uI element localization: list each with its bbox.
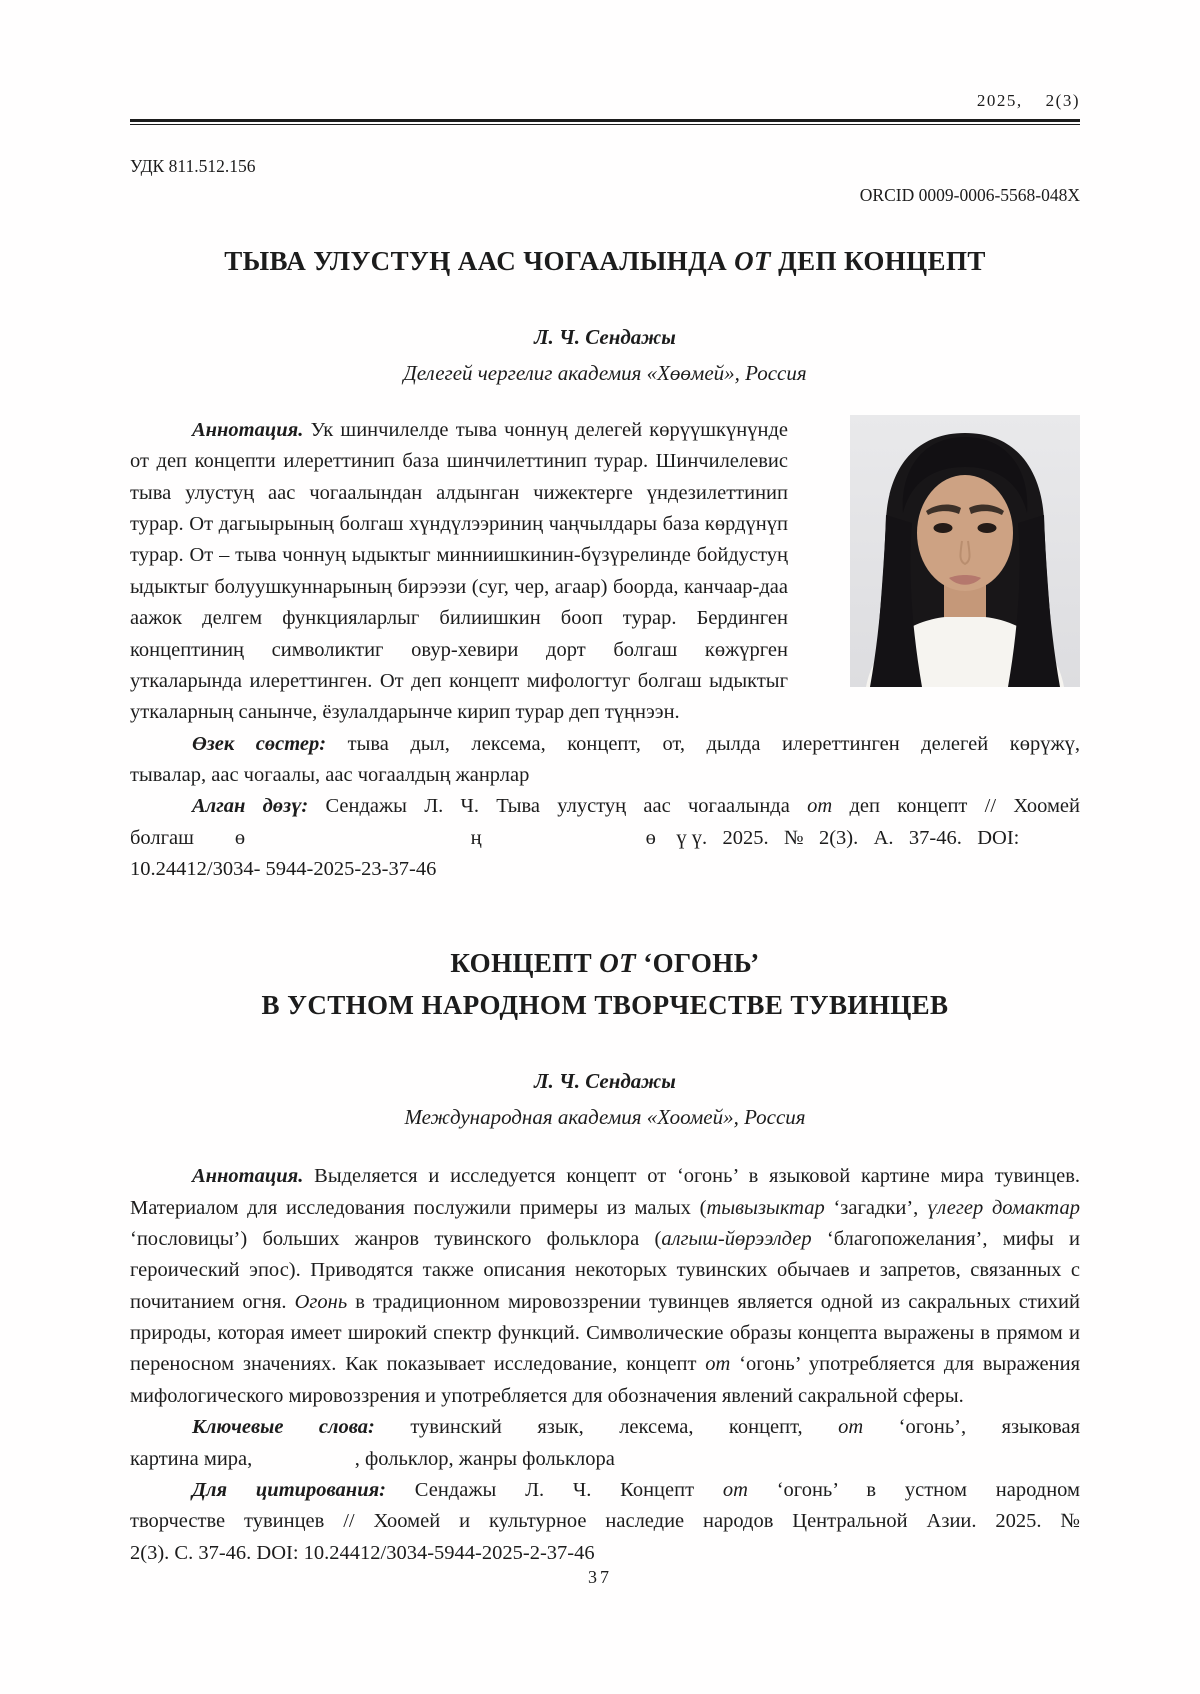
affiliation-tuvan: Делегей чергелиг академия «Хөөмей», Россия [403, 360, 807, 385]
article-title-tuvan: ТЫВА УЛУСТУҢ ААС ЧОГААЛЫНДА ОТ ДЕП КОНЦЕПТ [224, 245, 986, 276]
abstract-russian: Аннотация. Выделяется и исследуется концепт от ‘огонь’ в языковой картине мира тувинцев. Материалом для исследования послужили примеры из малых (тывызыктар ‘загадки’, үлегер домактар ‘пословицы’) больших жанров тувинского фольклора (алгыш-йөрээлдер ‘благопожелания’, мифы и героический эпос). Приводятся также описания некоторых тувинских обычаев и запретов, связанных с почитанием огня. Огонь в традиционном мировоззрении тувинцев является одной из сакральных стихий природы, которая имеет широкий спектр функций. Символические образы концепта выражены в прямом и переносном значениях. Как показывает исследование, концепт от ‘огонь’ употребляется для выражения мифологического мировоззрения и употребляется для обозначения явлений сакральной сферы. [130, 1165, 1080, 1407]
abstract-tuvan [130, 415, 1080, 729]
page-number: 37 [588, 1567, 612, 1587]
keywords-russian-line1: Ключевые слова: тувинский язык, лексема, концепт, от ‘огонь’, языковая [192, 1416, 1080, 1439]
article-title-russian [130, 943, 1080, 1027]
citation-russian-line1: Для цитирования: Сендажы Л. Ч. Концепт от ‘огонь’ в устном народном [192, 1478, 1080, 1501]
author-name-russian: Л. Ч. Сендажы [534, 1069, 676, 1094]
citation-tuvan-line2: болгаш ө ң ө ү ү. 2025. № 2(3). А. 37-46. DOI: [130, 826, 1020, 849]
article-title-russian-line1: КОНЦЕПТ ОТ ‘ОГОНЬ’ [450, 948, 760, 979]
citation-tuvan-line1: Алган дөзү: Сендажы Л. Ч. Тыва улустуң аас чогаалында от деп концепт // Хоомей [192, 795, 1081, 818]
keywords-tuvan-line2: тывалар, аас чогаалы, аас чогаалдың жанрлар [130, 763, 530, 786]
article-meta [130, 155, 1080, 207]
citation-tuvan-doi: 10.24412/3034- 5944-2025-23-37-46 [130, 858, 437, 881]
author-name-tuvan: Л. Ч. Сендажы [534, 324, 676, 349]
header-rule [130, 119, 1080, 125]
abstract-tuvan-text: Аннотация. Ук шинчилелде тыва чоннуң делегей көрүүшкүнүнде от деп концепти илереттинип база шинчилеттинип турар. Шинчилелевис тыва улустуң аас чогаалындан алдынган чижектерге үндезилеттинип турар. От дагыырының болгаш хүндүлээриниң чаңчылдары база көрдүнүп турар. От – тыва чоннуң ыдыктыг минниишкинин-бүзүрелинде бойдустуң ыдыктыг болуушкуннарының бирээзи (суг, чер, агаар) боорда, канчаар-даа аажок делгем функцияларлыг билиишкин бооп турар. Бердинген концептиниң символиктиг овур-хевири дорт болгаш көжүрген уткаларында илереттинген. От деп концепт мифологтуг болгаш ыдыктыг уткаларның санынче, ёзулалдарынче кирип турар деп түңнээн. [130, 418, 788, 724]
udk-code: УДК 811.512.156 [130, 156, 256, 177]
header-rule-thick [130, 119, 1080, 122]
citation-russian-doi: 2(3). С. 37-46. DOI: 10.24412/3034-5944-2025-2-37-46 [130, 1541, 595, 1564]
journal-issue: 2025, 2(3) [976, 91, 1080, 110]
orcid-id: ORCID 0009-0006-5568-048X [859, 185, 1080, 206]
citation-russian-line2: творчестве тувинцев // Хоомей и культурное наследие народов Центральной Азии. 2025. № [130, 1510, 1080, 1533]
article-title-russian-line2: В УСТНОМ НАРОДНОМ ТВОРЧЕСТВЕ ТУВИНЦЕВ [261, 990, 949, 1021]
header-rule-thin [130, 124, 1080, 125]
keywords-tuvan-line1: Өзек сөстер: тыва дыл, лексема, концепт, от, дылда илереттинген делегей көрүжү, [192, 732, 1080, 755]
keywords-russian-line2: картина мира, , фольклор, жанры фольклора [130, 1447, 615, 1470]
affiliation-russian: Международная академия «Хоомей», Россия [404, 1105, 806, 1130]
author-photo [850, 415, 1080, 687]
